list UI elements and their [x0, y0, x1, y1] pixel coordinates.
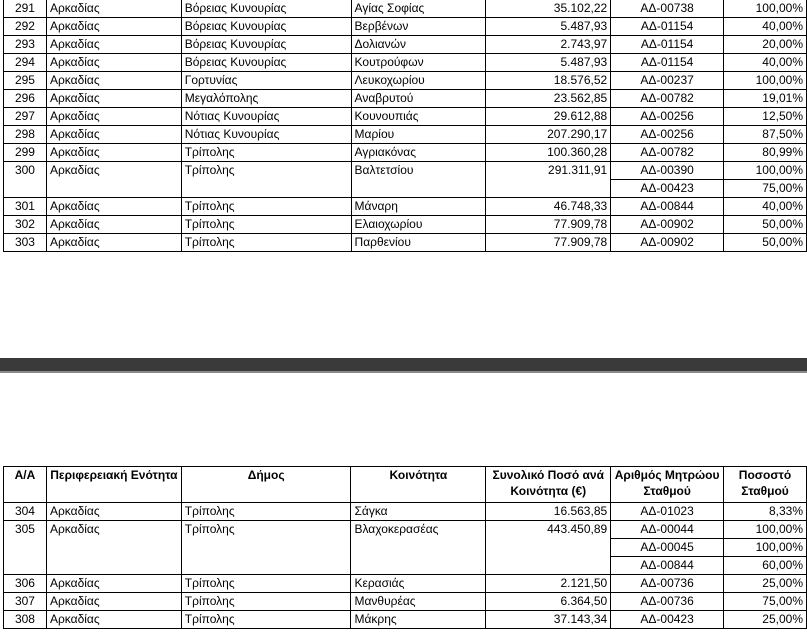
cell-municipality: Τρίπολης — [181, 521, 351, 539]
cell-community: Βαλτετσίου — [351, 162, 486, 180]
cell-pct: 20,00% — [724, 36, 807, 54]
cell-aa: 302 — [4, 216, 47, 234]
cell-region: Αρκαδίας — [46, 72, 181, 90]
cell-station: ΑΔ-00256 — [611, 108, 724, 126]
cell-pct: 100,00% — [724, 162, 807, 180]
header-municipality: Δήμος — [181, 467, 351, 503]
cell-community — [351, 539, 486, 557]
cell-community: Δολιανών — [351, 36, 486, 54]
cell-community: Αγίας Σοφίας — [351, 0, 486, 18]
cell-municipality: Τρίπολης — [181, 593, 351, 611]
header-amount: Συνολικό Ποσό ανά Κοινότητα (€) — [486, 467, 611, 503]
cell-region: Αρκαδίας — [46, 234, 181, 252]
cell-community: Αγριακόνας — [351, 144, 486, 162]
cell-pct: 100,00% — [724, 0, 807, 18]
cell-region: Αρκαδίας — [46, 503, 181, 521]
cell-pct: 50,00% — [724, 216, 807, 234]
cell-region: Αρκαδίας — [46, 144, 181, 162]
cell-amount: 100.360,28 — [486, 144, 611, 162]
table-row — [4, 539, 807, 557]
cell-pct: 87,50% — [724, 126, 807, 144]
cell-station: ΑΔ-00390 — [611, 162, 724, 180]
table-row — [4, 216, 807, 234]
cell-aa: 296 — [4, 90, 47, 108]
cell-amount: 6.364,50 — [486, 593, 611, 611]
table-row — [4, 18, 807, 36]
cell-region — [46, 539, 181, 557]
cell-region: Αρκαδίας — [46, 126, 181, 144]
cell-aa: 299 — [4, 144, 47, 162]
table-row — [4, 198, 807, 216]
cell-amount: 35.102,22 — [486, 0, 611, 18]
cell-amount: 207.290,17 — [486, 126, 611, 144]
cell-pct: 100,00% — [724, 539, 807, 557]
cell-pct: 100,00% — [724, 521, 807, 539]
table-row — [4, 72, 807, 90]
cell-municipality: Τρίπολης — [181, 162, 351, 180]
header-aa: Α/Α — [4, 467, 47, 503]
cell-station: ΑΔ-01154 — [611, 54, 724, 72]
cell-municipality: Βόρειας Κυνουρίας — [181, 0, 351, 18]
cell-community: Μάναρη — [351, 198, 486, 216]
cell-region — [46, 557, 181, 575]
cell-amount: 23.562,85 — [486, 90, 611, 108]
cell-aa: 295 — [4, 72, 47, 90]
cell-region: Αρκαδίας — [46, 108, 181, 126]
cell-station: ΑΔ-00738 — [611, 0, 724, 18]
cell-municipality — [181, 180, 351, 198]
cell-community: Παρθενίου — [351, 234, 486, 252]
cell-pct: 12,50% — [724, 108, 807, 126]
cell-municipality — [181, 557, 351, 575]
cell-amount: 77.909,78 — [486, 234, 611, 252]
cell-community: Κουνουπιάς — [351, 108, 486, 126]
cell-amount — [486, 539, 611, 557]
cell-pct: 60,00% — [724, 557, 807, 575]
cell-pct: 8,33% — [724, 503, 807, 521]
cell-aa: 292 — [4, 18, 47, 36]
cell-aa: 306 — [4, 575, 47, 593]
cell-pct: 25,00% — [724, 575, 807, 593]
cell-pct: 100,00% — [724, 72, 807, 90]
cell-station: ΑΔ-00844 — [611, 198, 724, 216]
cell-region: Αρκαδίας — [46, 593, 181, 611]
cell-community: Λευκοχωρίου — [351, 72, 486, 90]
allocation-table-top — [3, 0, 807, 252]
cell-amount: 16.563,85 — [486, 503, 611, 521]
cell-region: Αρκαδίας — [46, 611, 181, 629]
page-divider-shade — [0, 371, 807, 373]
cell-region: Αρκαδίας — [46, 521, 181, 539]
cell-aa: 294 — [4, 54, 47, 72]
cell-municipality: Τρίπολης — [181, 575, 351, 593]
cell-station: ΑΔ-00902 — [611, 216, 724, 234]
cell-region: Αρκαδίας — [46, 0, 181, 18]
cell-municipality: Τρίπολης — [181, 611, 351, 629]
cell-aa: 298 — [4, 126, 47, 144]
cell-community: Κουτρούφων — [351, 54, 486, 72]
cell-municipality: Βόρειας Κυνουρίας — [181, 54, 351, 72]
cell-region: Αρκαδίας — [46, 198, 181, 216]
table-row — [4, 54, 807, 72]
cell-aa: 297 — [4, 108, 47, 126]
cell-municipality: Νότιας Κυνουρίας — [181, 108, 351, 126]
cell-region: Αρκαδίας — [46, 90, 181, 108]
cell-amount: 291.311,91 — [486, 162, 611, 180]
cell-community: Βερβένων — [351, 18, 486, 36]
cell-pct: 50,00% — [724, 234, 807, 252]
cell-aa: 303 — [4, 234, 47, 252]
cell-aa: 301 — [4, 198, 47, 216]
cell-amount — [486, 557, 611, 575]
cell-amount — [486, 180, 611, 198]
cell-station: ΑΔ-00423 — [611, 180, 724, 198]
table-row — [4, 234, 807, 252]
cell-municipality: Τρίπολης — [181, 216, 351, 234]
cell-amount: 5.487,93 — [486, 54, 611, 72]
cell-community — [351, 557, 486, 575]
table-row — [4, 503, 807, 521]
cell-municipality: Τρίπολης — [181, 234, 351, 252]
table-row — [4, 90, 807, 108]
cell-pct: 40,00% — [724, 54, 807, 72]
cell-station: ΑΔ-00044 — [611, 521, 724, 539]
table-top-body — [4, 0, 807, 252]
cell-pct: 25,00% — [724, 611, 807, 629]
table-row — [4, 36, 807, 54]
cell-station: ΑΔ-00423 — [611, 611, 724, 629]
cell-region: Αρκαδίας — [46, 36, 181, 54]
cell-community: Μάκρης — [351, 611, 486, 629]
cell-community: Αναβρυτού — [351, 90, 486, 108]
cell-station: ΑΔ-00844 — [611, 557, 724, 575]
cell-municipality: Βόρειας Κυνουρίας — [181, 36, 351, 54]
cell-aa: 291 — [4, 0, 47, 18]
cell-pct: 19,01% — [724, 90, 807, 108]
header-station: Αριθμός Μητρώου Σταθμού — [611, 467, 724, 503]
cell-municipality: Νότιας Κυνουρίας — [181, 126, 351, 144]
table-row — [4, 0, 807, 18]
table-row — [4, 593, 807, 611]
table-row — [4, 611, 807, 629]
cell-municipality: Τρίπολης — [181, 503, 351, 521]
cell-aa: 304 — [4, 503, 47, 521]
cell-amount: 443.450,89 — [486, 521, 611, 539]
cell-region: Αρκαδίας — [46, 575, 181, 593]
cell-municipality: Μεγαλόπολης — [181, 90, 351, 108]
cell-aa — [4, 557, 47, 575]
cell-station: ΑΔ-01154 — [611, 18, 724, 36]
cell-amount: 77.909,78 — [486, 216, 611, 234]
cell-aa: 305 — [4, 521, 47, 539]
cell-municipality: Τρίπολης — [181, 144, 351, 162]
header-community: Κοινότητα — [351, 467, 486, 503]
table-row — [4, 144, 807, 162]
page-divider — [0, 358, 807, 371]
table-row — [4, 162, 807, 180]
cell-pct: 75,00% — [724, 180, 807, 198]
cell-community — [351, 180, 486, 198]
cell-community: Σάγκα — [351, 503, 486, 521]
cell-region: Αρκαδίας — [46, 216, 181, 234]
cell-amount: 18.576,52 — [486, 72, 611, 90]
cell-municipality — [181, 539, 351, 557]
cell-aa: 307 — [4, 593, 47, 611]
cell-aa: 293 — [4, 36, 47, 54]
table-row — [4, 521, 807, 539]
table-row — [4, 180, 807, 198]
cell-amount: 5.487,93 — [486, 18, 611, 36]
cell-community: Κερασιάς — [351, 575, 486, 593]
cell-municipality: Βόρειας Κυνουρίας — [181, 18, 351, 36]
header-region: Περιφερειακή Ενότητα — [46, 467, 181, 503]
cell-station: ΑΔ-00782 — [611, 90, 724, 108]
cell-aa: 308 — [4, 611, 47, 629]
table-row — [4, 575, 807, 593]
cell-region — [46, 180, 181, 198]
cell-community: Μαρίου — [351, 126, 486, 144]
cell-pct: 80,99% — [724, 144, 807, 162]
cell-station: ΑΔ-00237 — [611, 72, 724, 90]
cell-pct: 40,00% — [724, 198, 807, 216]
cell-station: ΑΔ-01154 — [611, 36, 724, 54]
cell-community: Ελαιοχωρίου — [351, 216, 486, 234]
cell-region: Αρκαδίας — [46, 54, 181, 72]
table-row — [4, 108, 807, 126]
allocation-table-bottom — [3, 466, 807, 629]
cell-station: ΑΔ-00045 — [611, 539, 724, 557]
cell-station: ΑΔ-00782 — [611, 144, 724, 162]
table-row — [4, 126, 807, 144]
cell-amount: 2.743,97 — [486, 36, 611, 54]
cell-amount: 46.748,33 — [486, 198, 611, 216]
table-header-row — [4, 467, 807, 503]
cell-community: Μανθυρέας — [351, 593, 486, 611]
cell-aa: 300 — [4, 162, 47, 180]
cell-pct: 75,00% — [724, 593, 807, 611]
cell-municipality: Τρίπολης — [181, 198, 351, 216]
cell-region: Αρκαδίας — [46, 18, 181, 36]
cell-municipality: Γορτυνίας — [181, 72, 351, 90]
cell-amount: 29.612,88 — [486, 108, 611, 126]
header-pct: Ποσοστό Σταθμού — [724, 467, 807, 503]
cell-aa — [4, 539, 47, 557]
cell-region: Αρκαδίας — [46, 162, 181, 180]
cell-amount: 2.121,50 — [486, 575, 611, 593]
cell-station: ΑΔ-00736 — [611, 575, 724, 593]
cell-station: ΑΔ-00256 — [611, 126, 724, 144]
cell-station: ΑΔ-00736 — [611, 593, 724, 611]
cell-station: ΑΔ-00902 — [611, 234, 724, 252]
cell-aa — [4, 180, 47, 198]
table-row — [4, 557, 807, 575]
cell-pct: 40,00% — [724, 18, 807, 36]
table-bottom-body — [4, 503, 807, 629]
cell-amount: 37.143,34 — [486, 611, 611, 629]
cell-station: ΑΔ-01023 — [611, 503, 724, 521]
cell-community: Βλαχοκερασέας — [351, 521, 486, 539]
